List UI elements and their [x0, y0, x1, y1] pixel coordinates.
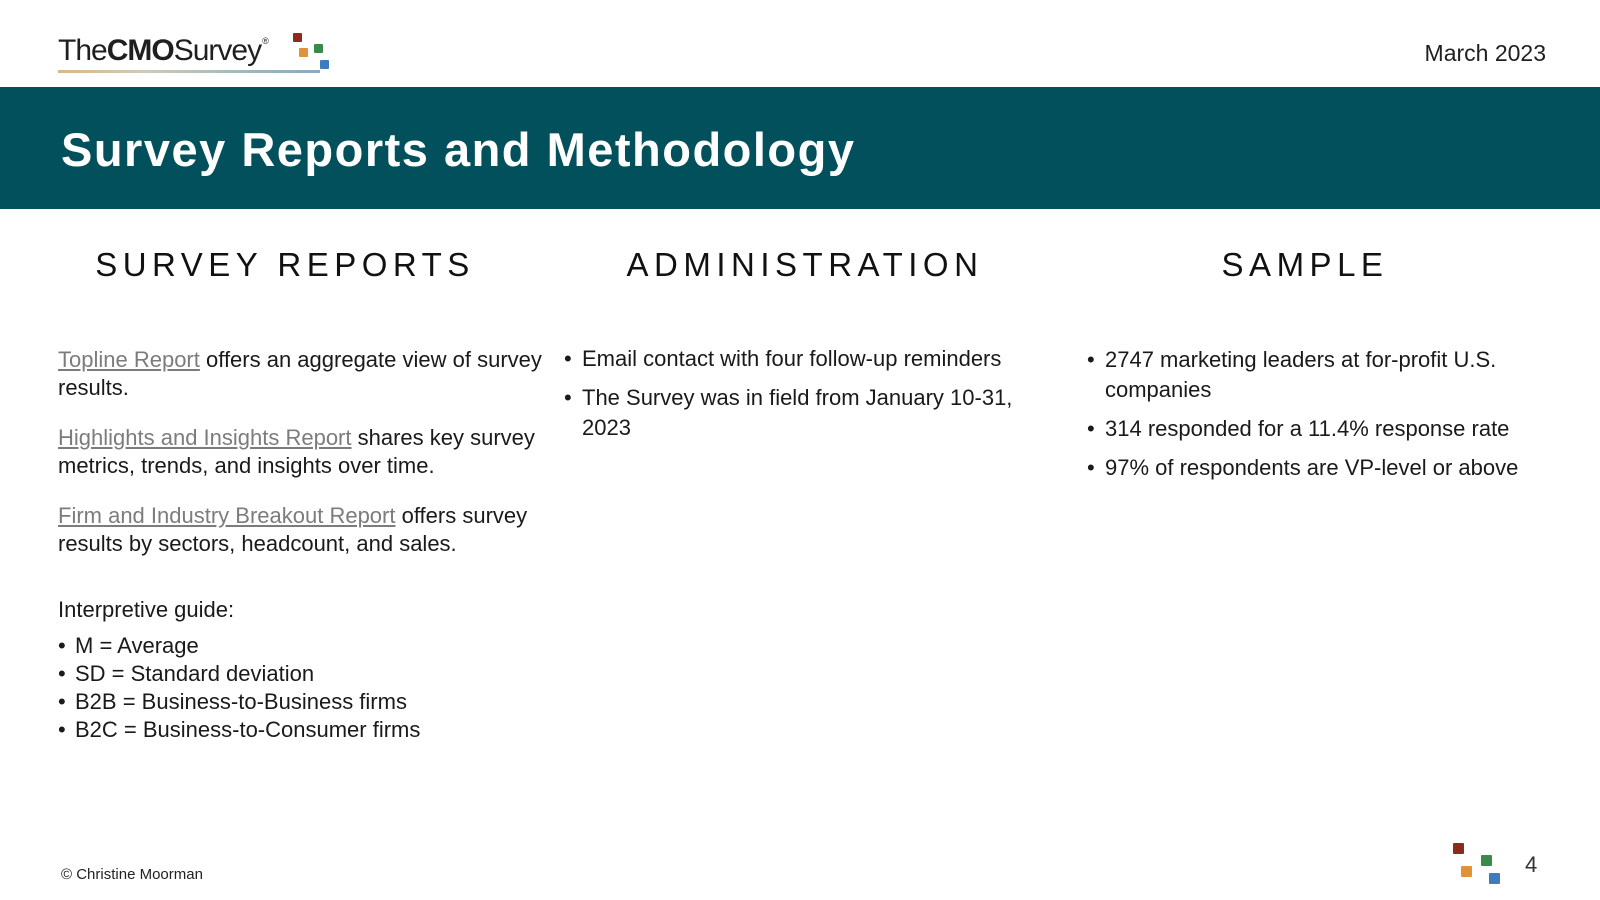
breakout-report-text: offers survey results by sectors, headcount, and sales.	[58, 503, 528, 556]
logo-wordmark	[58, 34, 267, 68]
logo-square-blue	[320, 60, 329, 69]
breakout-report-description	[58, 502, 548, 558]
logo-square-red	[293, 33, 302, 42]
highlights-report-description	[58, 424, 548, 480]
topline-report-description	[58, 346, 548, 402]
footer-square-red	[1453, 843, 1464, 854]
sample-item: • 97% of respondents are VP-level or above	[1087, 453, 1557, 483]
administration-list	[564, 344, 1034, 443]
report-date: March 2023	[1424, 40, 1546, 66]
sample-item: • 2747 marketing leaders at for-profit U.S. companies	[1087, 345, 1557, 405]
administration-column	[564, 344, 1034, 452]
footer-square-orange	[1461, 866, 1472, 877]
logo-square-green	[314, 44, 323, 53]
sample-item: • 314 responded for a 11.4% response rate	[1087, 414, 1557, 444]
survey-reports-heading: SURVEY REPORTS	[95, 246, 475, 283]
sample-list	[1087, 345, 1557, 483]
highlights-report-text: shares key survey metrics, trends, and insights over time.	[58, 425, 535, 478]
highlights-insights-report-link[interactable]: Highlights and Insights Report	[58, 425, 352, 450]
topline-report-text: offers an aggregate view of survey results.	[58, 347, 542, 400]
sample-heading: SAMPLE	[1221, 246, 1389, 283]
cmo-survey-logo	[58, 30, 348, 74]
firm-industry-breakout-report-link[interactable]: Firm and Industry Breakout Report	[58, 503, 396, 528]
footer-square-blue	[1489, 873, 1500, 884]
administration-heading: ADMINISTRATION	[626, 246, 984, 283]
footer-square-green	[1481, 855, 1492, 866]
logo-word-cmo: CMO	[106, 34, 174, 67]
page-title: Survey Reports and Methodology	[61, 123, 856, 176]
topline-report-link[interactable]: Topline Report	[58, 347, 200, 372]
administration-item: • Email contact with four follow-up reminders	[564, 344, 1034, 374]
title-banner	[0, 87, 1600, 209]
registered-mark: ®	[262, 36, 268, 46]
guide-item: • B2C = Business-to-Consumer firms	[58, 716, 548, 744]
sample-column	[1087, 345, 1557, 492]
guide-item: • B2B = Business-to-Business firms	[58, 688, 548, 716]
interpretive-guide-title: Interpretive guide:	[58, 597, 235, 622]
administration-item: • The Survey was in field from January 10-31, 2023	[564, 383, 1034, 443]
guide-item: • M = Average	[58, 632, 548, 660]
logo-square-orange	[299, 48, 308, 57]
logo-word-the: The	[58, 34, 107, 67]
guide-item: • SD = Standard deviation	[58, 660, 548, 688]
survey-reports-column	[58, 346, 548, 744]
interpretive-guide-list	[58, 632, 548, 744]
copyright-notice: © Christine Moorman	[61, 866, 203, 883]
logo-word-survey: Survey	[173, 34, 262, 67]
page-number: 4	[1525, 852, 1538, 877]
logo-underline	[58, 70, 320, 73]
